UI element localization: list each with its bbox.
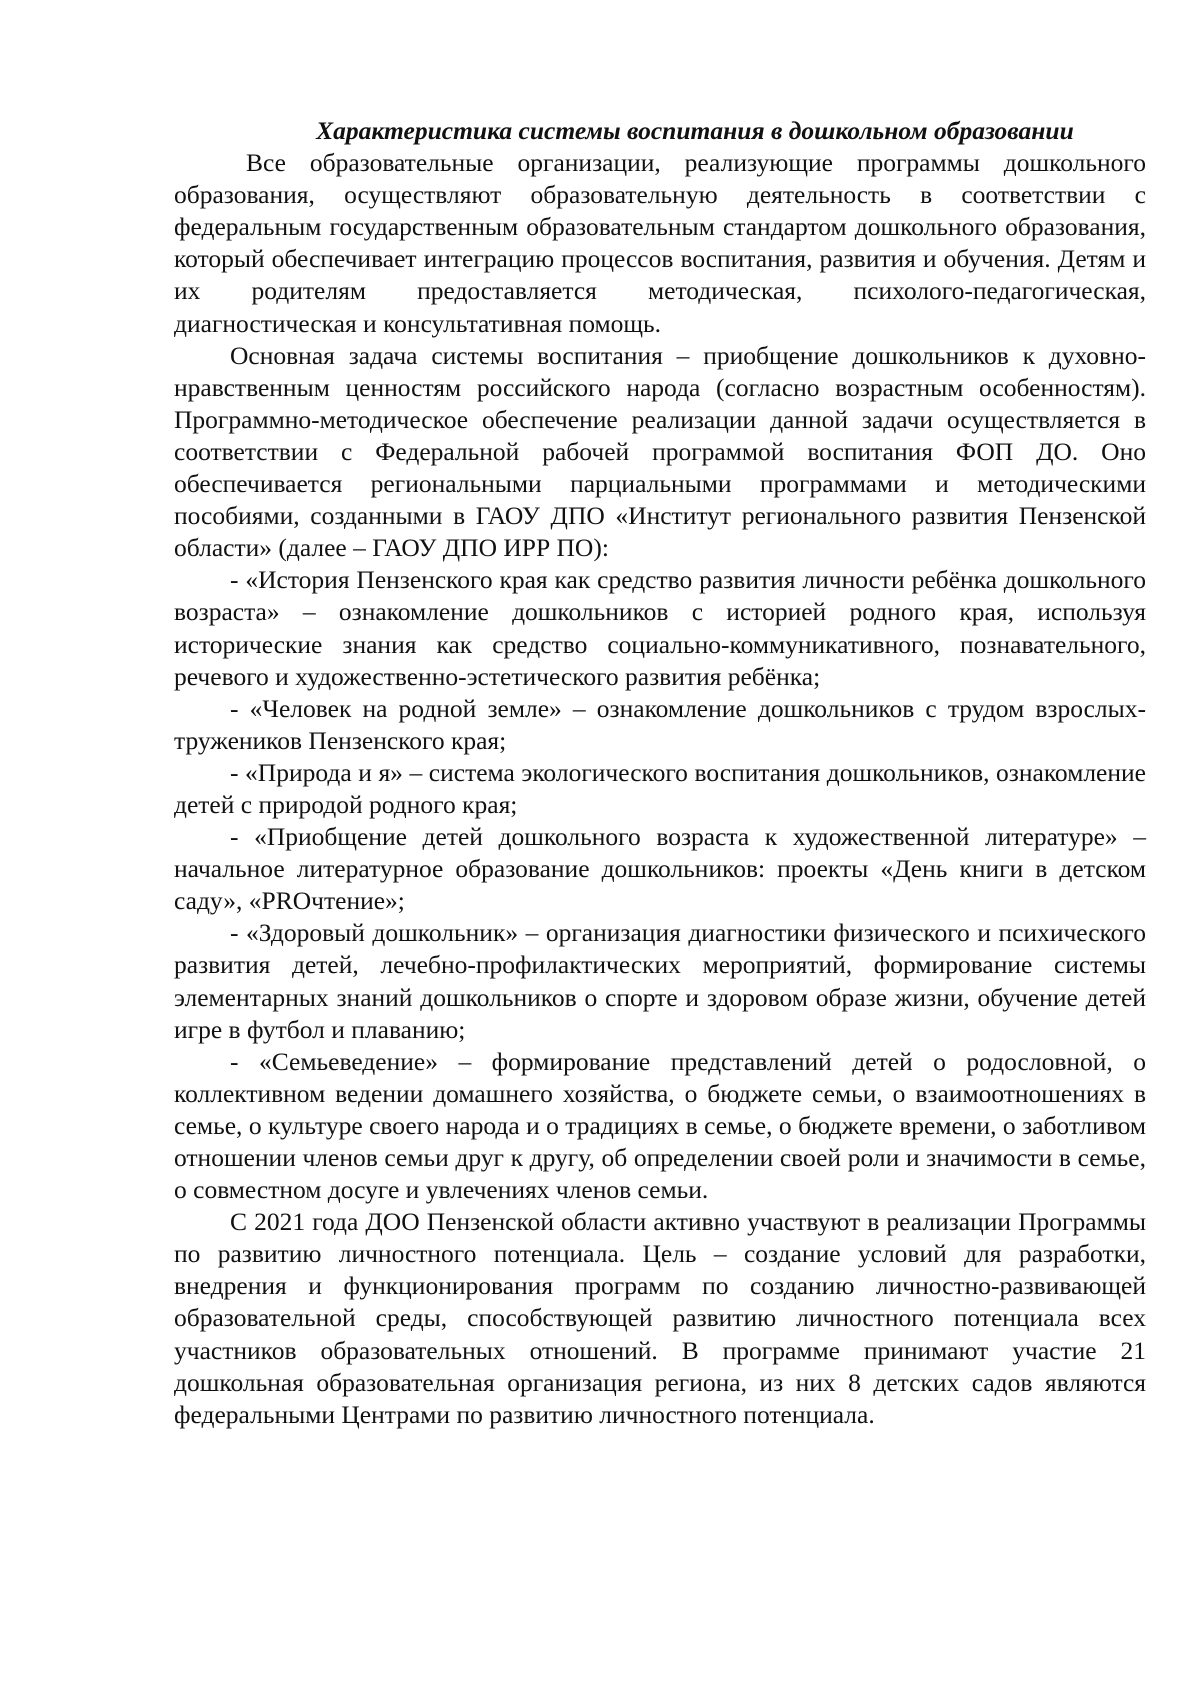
- paragraph-personal-potential: С 2021 года ДОО Пензенской области активно участвуют в реализации Программы по развитию личностного потенциала. Цель – создание условий для разработки, внедрения и функционирования программ по созданию личностно-развивающей образовательной среды, способствующей развитию личностного потенциала всех участников образовательных отношений. В программе принимают участие 21 дошкольная образовательная организация региона, из них 8 детских садов являются федеральными Центрами по развитию личностного потенциала.: [174, 1207, 1153, 1429]
- document-title: Характеристика системы воспитания в дошкольном образовании: [316, 116, 1074, 145]
- list-item-family-studies: - «Семьеведение» – формирование представлений детей о родословной, о коллективном ведении домашнего хозяйства, о бюджете семьи, о взаимоотношениях в семье, о культуре своего народа и о традициях в семье, о бюджете времени, о заботливом отношении членов семьи друг к другу, об определении своей роли и значимости в семье, о совместном досуге и увлечениях членов семьи.: [174, 1046, 1153, 1205]
- paragraph-intro: Все образовательные организации, реализующие программы дошкольного образования, осуществляют образовательную деятельность в соответствии с федеральным государственным образовательным стандартом дошкольного образования, который обеспечивает интеграцию процессов воспитания, развития и обучения. Детям и их родителям предоставляется методическая, психолого-педагогическая, диагностическая и консультативная помощь.: [174, 148, 1153, 338]
- list-item-healthy-preschooler: - «Здоровый дошкольник» – организация диагностики физического и психического развития детей, лечебно-профилактических мероприятий, формирование системы элементарных знаний дошкольников о спорте и здоровом образе жизни, обучение детей игре в футбол и плаванию;: [174, 918, 1153, 1044]
- list-item-nature-and-me: - «Природа и я» – система экологического воспитания дошкольников, ознакомление детей с природой родного края;: [174, 757, 1153, 819]
- paragraph-main-task: Основная задача системы воспитания – приобщение дошкольников к духовно-нравственным ценностям российского народа (согласно возрастным особенностям). Программно-методическое обеспечение реализации данной задачи осуществляется в соответствии с Федеральной рабочей программой воспитания ФОП ДО. Оно обеспечивается региональными парциальными программами и методическими пособиями, созданными в ГАОУ ДПО «Институт регионального развития Пензенской области» (далее – ГАОУ ДПО ИРР ПО):: [174, 340, 1153, 563]
- list-item-man-on-native-land: - «Человек на родной земле» – ознакомление дошкольников с трудом взрослых-тружеников Пензенского края;: [174, 693, 1146, 755]
- list-item-fiction-literature: - «Приобщение детей дошкольного возраста к художественной литературе» – начальное литературное образование дошкольников: проекты «День книги в детском саду», «PROчтение»;: [174, 822, 1153, 916]
- document-page: [174, 115, 1153, 1431]
- list-item-history-program: - «История Пензенского края как средство развития личности ребёнка дошкольного возраста» – ознакомление дошкольников с историей родного края, используя исторические знания как средство социально-коммуникативного, познавательного, речевого и художественно-эстетического развития ребёнка;: [174, 565, 1153, 691]
